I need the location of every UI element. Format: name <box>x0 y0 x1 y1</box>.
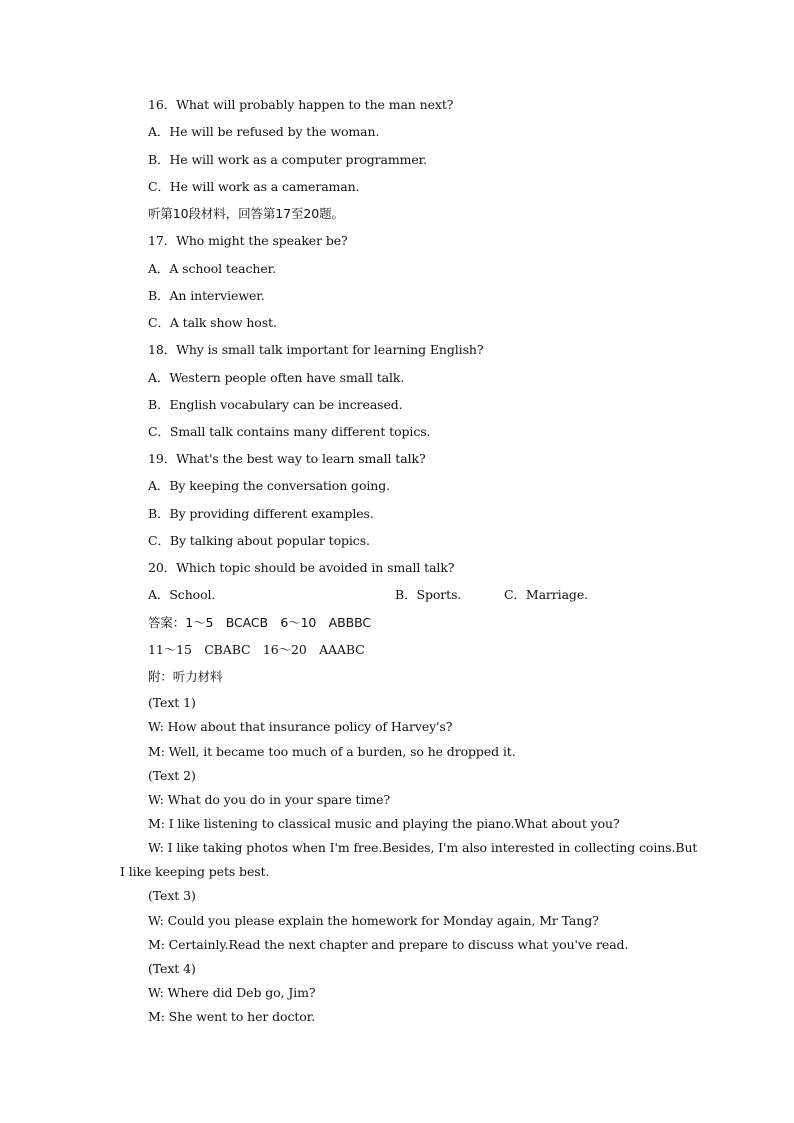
text-2-man: M: I like listening to classical music and playing the piano.What about you? <box>148 816 620 831</box>
question-16-option-a: A．He will be refused by the woman. <box>148 124 380 139</box>
text-1-woman: W: How about that insurance policy of Harvey's? <box>148 719 453 734</box>
text-2-woman-1: W: What do you do in your spare time? <box>148 792 391 807</box>
question-17-option-b: B．An interviewer. <box>148 288 265 303</box>
question-20-options <box>148 587 748 603</box>
question-18-option-b: B．English vocabulary can be increased. <box>148 397 403 412</box>
answer-key-line-2: 11～15 CBABC 16～20 AAABC <box>148 642 365 657</box>
question-16-option-c: C．He will work as a cameraman. <box>148 179 360 194</box>
question-19-stem: 19．What's the best way to learn small talk? <box>148 451 426 466</box>
question-20-option-c: C．Marriage. <box>504 587 588 602</box>
text-4-woman: W: Where did Deb go, Jim? <box>148 985 316 1000</box>
question-19-option-b: B．By providing different examples. <box>148 506 374 521</box>
question-17-stem: 17．Who might the speaker be? <box>148 233 348 248</box>
text-2-woman-2: W: I like taking photos when I'm free.Besides, I'm also interested in collecting coins.But <box>148 840 698 855</box>
question-19-option-a: A．By keeping the conversation going. <box>148 478 390 493</box>
transcript-heading: 附：听力材料 <box>148 669 223 684</box>
question-20-option-b: B．Sports. <box>395 587 462 602</box>
text-1-label: (Text 1) <box>148 695 196 710</box>
question-16-stem: 16．What will probably happen to the man next? <box>148 97 454 112</box>
question-19-option-c: C．By talking about popular topics. <box>148 533 370 548</box>
text-4-label: (Text 4) <box>148 961 196 976</box>
question-17-option-a: A．A school teacher. <box>148 261 277 276</box>
text-3-woman: W: Could you please explain the homework for Monday again, Mr Tang? <box>148 913 599 928</box>
section-instruction: 听第10段材料，回答第17至20题。 <box>148 206 344 221</box>
question-18-option-a: A．Western people often have small talk. <box>148 370 405 385</box>
text-2-label: (Text 2) <box>148 768 196 783</box>
text-3-label: (Text 3) <box>148 888 196 903</box>
text-1-man: M: Well, it became too much of a burden, so he dropped it. <box>148 744 516 759</box>
question-18-stem: 18．Why is small talk important for learning English? <box>148 342 484 357</box>
question-20-option-a: A．School. <box>148 587 216 602</box>
question-20-stem: 20．Which topic should be avoided in small talk? <box>148 560 455 575</box>
question-16-option-b: B．He will work as a computer programmer. <box>148 152 428 167</box>
text-2-woman-2-continued: I like keeping pets best. <box>120 864 270 879</box>
text-4-man: M: She went to her doctor. <box>148 1009 316 1024</box>
question-17-option-c: C．A talk show host. <box>148 315 277 330</box>
answer-key-line-1: 答案：1～5 BCACB 6～10 ABBBC <box>148 615 371 630</box>
question-18-option-c: C．Small talk contains many different topics. <box>148 424 431 439</box>
text-3-man: M: Certainly.Read the next chapter and prepare to discuss what you've read. <box>148 937 629 952</box>
